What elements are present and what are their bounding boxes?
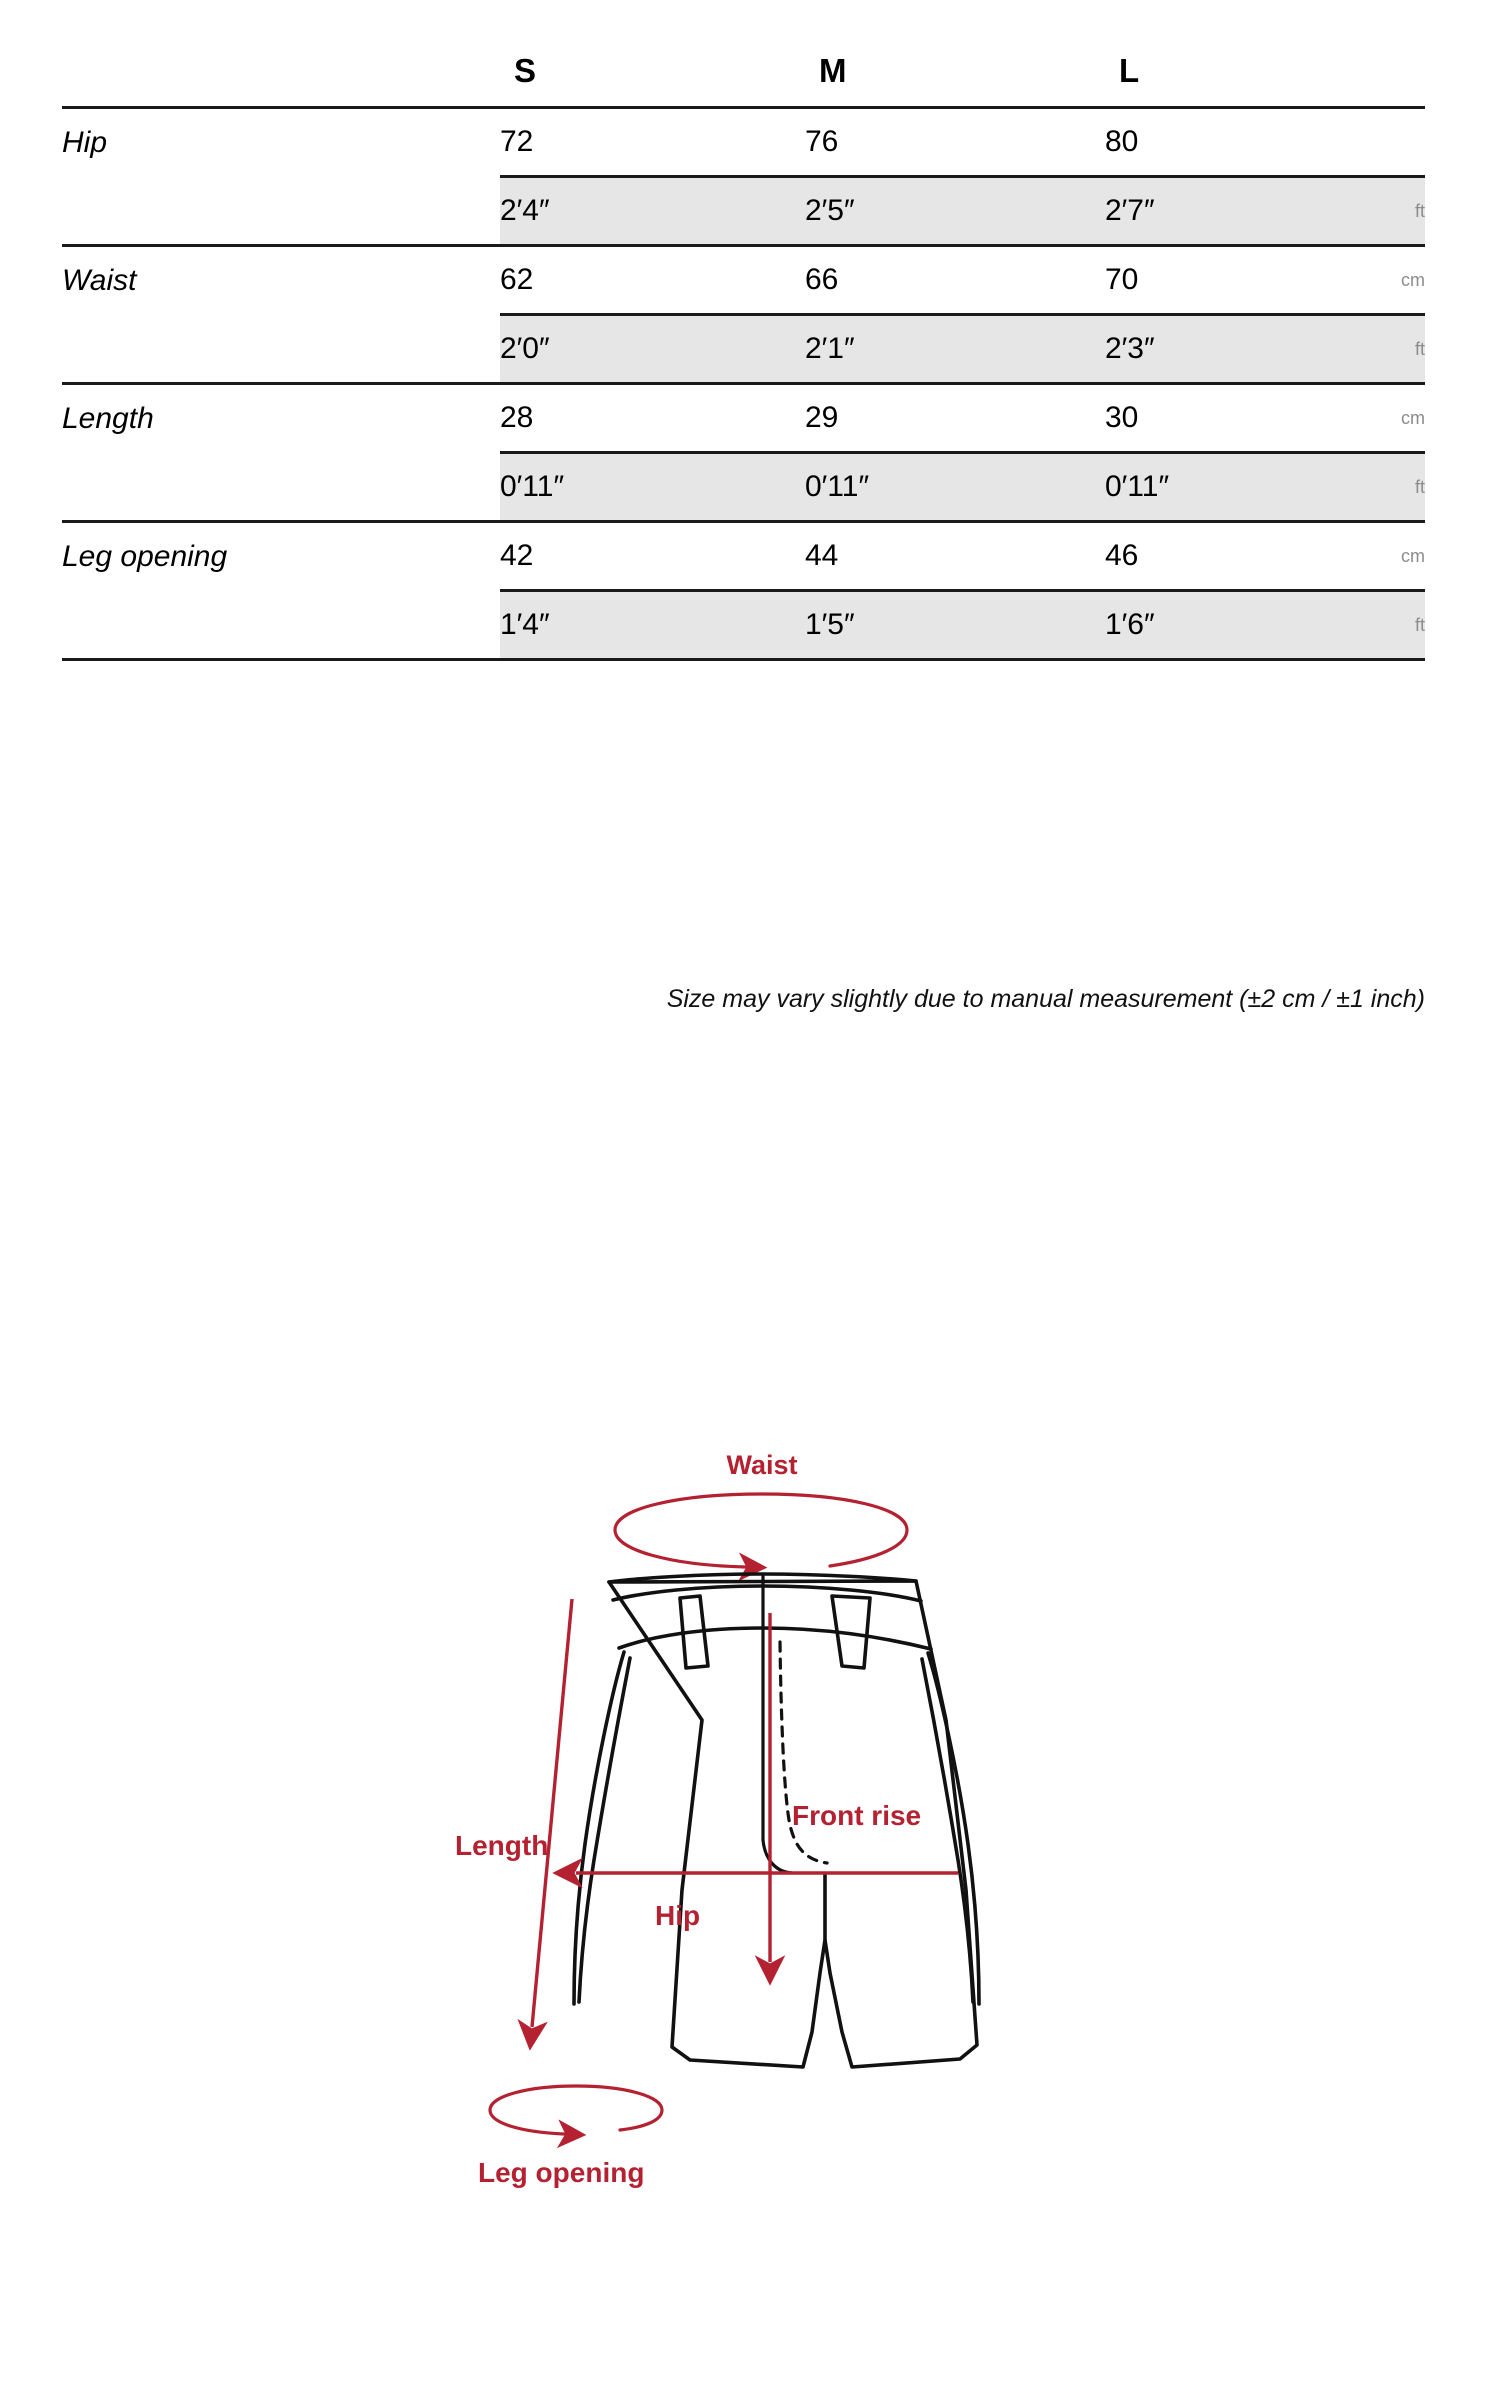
- bottom-rule-cell-4: [1105, 660, 1320, 662]
- shorts-diagram-svg: [380, 1420, 1100, 2188]
- row-label-hip-ft-spacer: [62, 177, 500, 246]
- hip-label: Hip: [655, 1900, 701, 1931]
- table-row-hip-ft: [62, 177, 1425, 246]
- length-label: Length: [455, 1830, 549, 1861]
- header-unit-col: [1320, 40, 1425, 108]
- cell-length-ft-m: 0′11″: [805, 453, 1105, 522]
- row-label-hip: Hip: [62, 125, 108, 159]
- cell-leg-opening-ft-l: 1′6″: [1105, 591, 1320, 660]
- row-label-leg-opening-ft-spacer: [62, 591, 500, 660]
- table-bottom-rule: [62, 660, 1425, 662]
- cell-waist-ft-m: 2′1″: [805, 315, 1105, 384]
- unit-leg-opening-cm: cm: [1320, 522, 1425, 591]
- size-chart-table-container: [62, 40, 1425, 661]
- row-label-leg-opening: Leg opening: [62, 522, 500, 591]
- table-header-row: [62, 40, 1425, 108]
- unit-hip-ft: ft: [1320, 177, 1425, 246]
- row-label-waist: Waist: [62, 246, 500, 315]
- cell-hip-ft-l: 2′7″: [1105, 177, 1320, 246]
- bottom-rule-cell-5: [1320, 660, 1425, 662]
- cell-leg-opening-cm-s: 42: [500, 522, 805, 591]
- shorts-diagram: [380, 1420, 1100, 2188]
- leg-opening-indicator: [490, 2086, 662, 2134]
- table-row-waist-cm: [62, 246, 1425, 315]
- cell-waist-cm-l: 70: [1105, 246, 1320, 315]
- cell-hip-ft-s: 2′4″: [500, 177, 805, 246]
- cell-length-ft-l: 0′11″: [1105, 453, 1320, 522]
- cell-waist-cm-s: 62: [500, 246, 805, 315]
- cell-hip-cm-l: 80: [1105, 125, 1139, 158]
- cell-length-cm-s: 28: [500, 384, 805, 453]
- cell-leg-opening-cm-l: 46: [1105, 522, 1320, 591]
- cell-hip-cm-m: 76: [805, 125, 839, 158]
- cell-leg-opening-cm-m: 44: [805, 522, 1105, 591]
- cell-leg-opening-ft-m: 1′5″: [805, 591, 1105, 660]
- bottom-rule-cell-3: [805, 660, 1105, 662]
- waist-label: Waist: [726, 1450, 798, 1480]
- table-row-leg-opening-ft: [62, 591, 1425, 660]
- measurement-disclaimer: Size may vary slightly due to manual measurement (±2 cm / ±1 inch): [666, 985, 1425, 1013]
- unit-waist-ft: ft: [1320, 315, 1425, 384]
- cell-waist-ft-s: 2′0″: [500, 315, 805, 384]
- length-indicator: [532, 1599, 572, 2027]
- bottom-rule-cell-1: [62, 660, 500, 662]
- cell-waist-cm-m: 66: [805, 246, 1105, 315]
- cell-hip-ft-m: 2′5″: [805, 177, 1105, 246]
- row-label-length: Length: [62, 384, 500, 453]
- row-label-length-ft-spacer: [62, 453, 500, 522]
- unit-waist-cm: cm: [1320, 246, 1425, 315]
- cell-length-cm-l: 30: [1105, 384, 1320, 453]
- table-row-length-cm: [62, 384, 1425, 453]
- cell-length-ft-s: 0′11″: [500, 453, 805, 522]
- unit-length-cm: cm: [1320, 384, 1425, 453]
- row-label-waist-ft-spacer: [62, 315, 500, 384]
- header-measurement-col: [62, 40, 500, 108]
- table-row-waist-ft: [62, 315, 1425, 384]
- cell-length-cm-m: 29: [805, 384, 1105, 453]
- header-size-l: L: [1105, 40, 1320, 108]
- leg-opening-label: Leg opening: [478, 2157, 645, 2188]
- waist-indicator: [615, 1494, 907, 1567]
- header-size-s: S: [500, 40, 805, 108]
- front-rise-label: Front rise: [792, 1800, 922, 1831]
- unit-length-ft: ft: [1320, 453, 1425, 522]
- table-row-hip-cm: [62, 108, 1425, 177]
- size-chart-table: [62, 40, 1425, 661]
- table-row-leg-opening-cm: [62, 522, 1425, 591]
- unit-leg-opening-ft: ft: [1320, 591, 1425, 660]
- cell-waist-ft-l: 2′3″: [1105, 315, 1320, 384]
- bottom-rule-cell-2: [500, 660, 805, 662]
- cell-hip-cm-s: 72: [500, 125, 534, 158]
- unit-hip-cm: [1320, 108, 1425, 177]
- cell-leg-opening-ft-s: 1′4″: [500, 591, 805, 660]
- header-size-m: M: [805, 40, 1105, 108]
- table-row-length-ft: [62, 453, 1425, 522]
